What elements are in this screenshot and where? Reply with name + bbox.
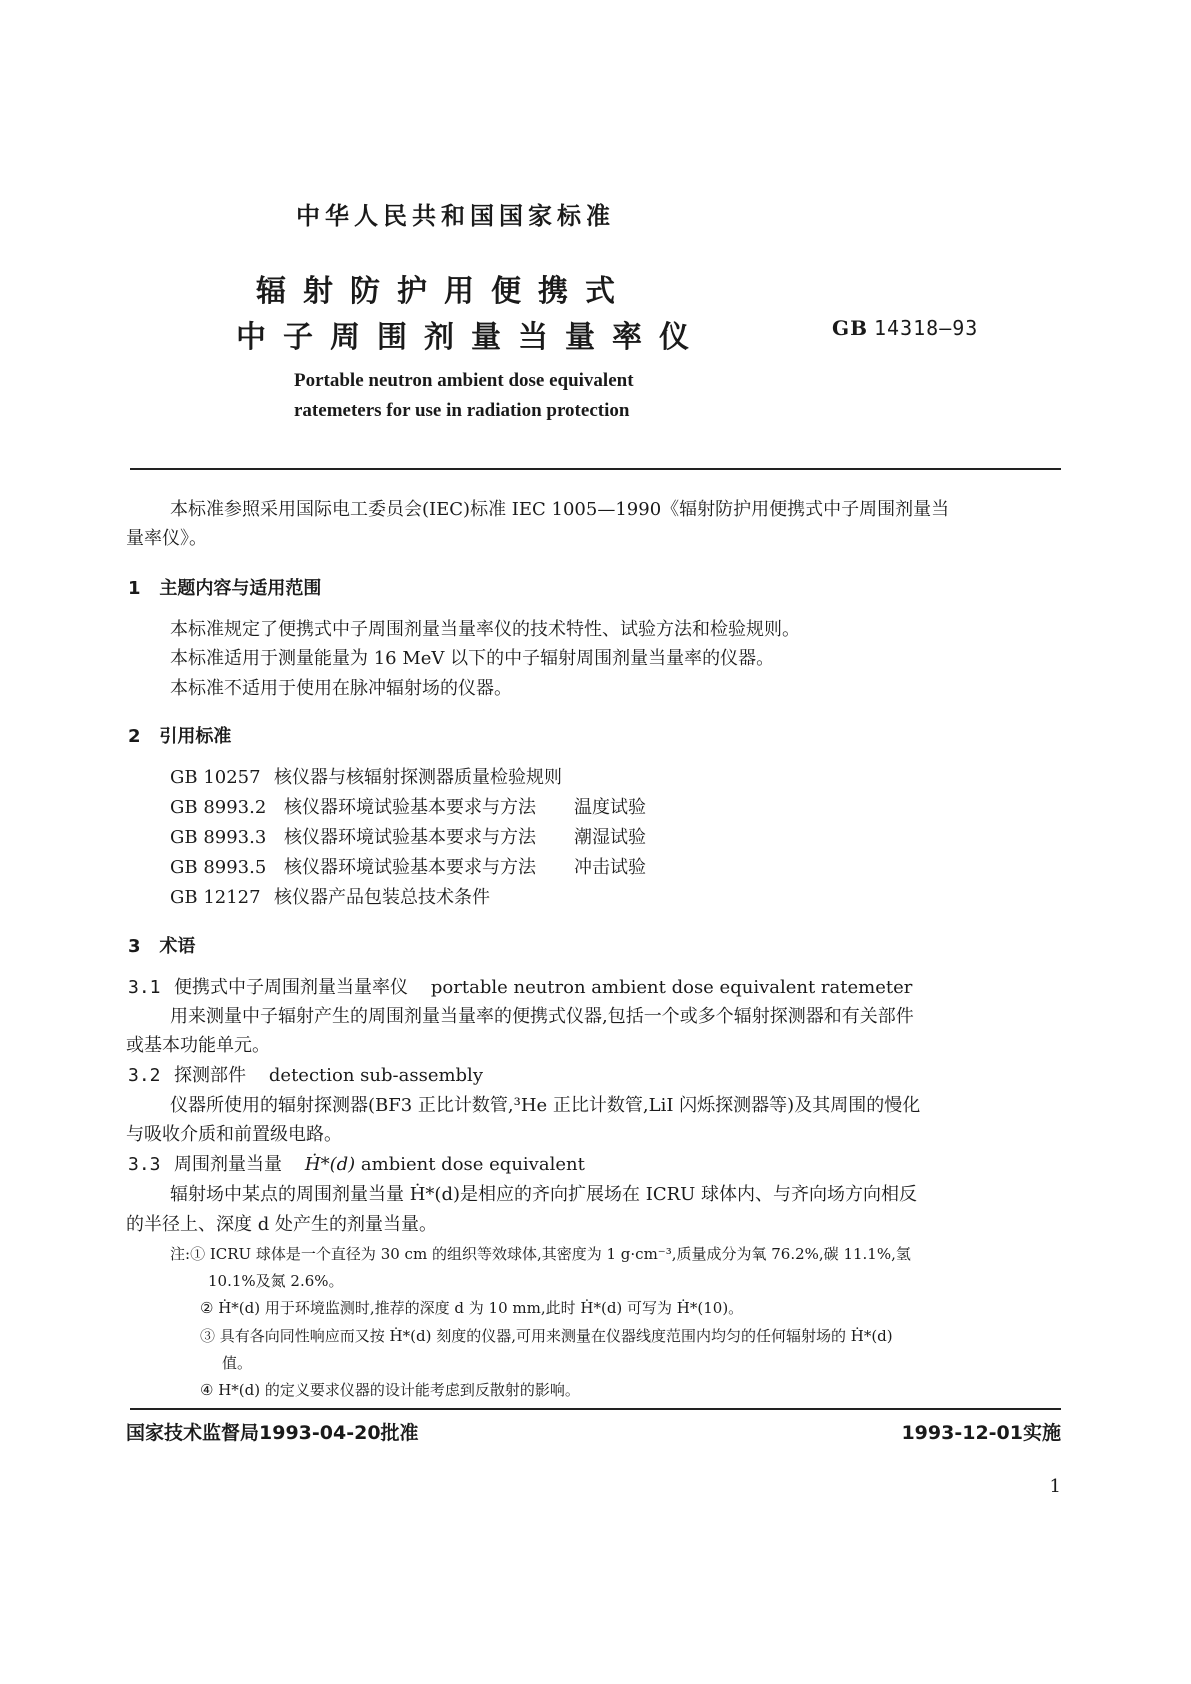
footer-rule bbox=[130, 1408, 1061, 1410]
term-3-2-def-2: 与吸收介质和前置级电路。 bbox=[126, 1124, 342, 1145]
standard-prefix: GB bbox=[832, 316, 868, 340]
term-3-1-cn: 便携式中子周围剂量当量率仪 bbox=[174, 977, 408, 998]
standard-code: 14318—93 bbox=[873, 316, 979, 340]
note-1-text: ① ICRU 球体是一个直径为 30 cm 的组织等效球体,其密度为 1 g·cm⁻³,质量成分为氧 76.2%,碳 11.1%,氢 bbox=[190, 1245, 911, 1263]
section-1-heading bbox=[128, 574, 321, 600]
effective-date: 1993-12-01实施 bbox=[901, 1422, 1061, 1444]
term-3-1-def-1: 用来测量中子辐射产生的周围剂量当量率的便携式仪器,包括一个或多个辐射探测器和有关部件 bbox=[170, 1006, 914, 1027]
term-3-1-def-2: 或基本功能单元。 bbox=[126, 1035, 270, 1056]
ref-suffix: 冲击试验 bbox=[574, 857, 646, 878]
ref-gb-8993-2 bbox=[170, 796, 646, 820]
national-standard-heading: 中华人民共和国国家标准 bbox=[296, 202, 615, 230]
english-title-line-1: Portable neutron ambient dose equivalent bbox=[294, 370, 634, 391]
intro-line-2: 量率仪》。 bbox=[126, 528, 207, 549]
term-3-2-cn: 探测部件 bbox=[174, 1065, 246, 1086]
approval-date: 国家技术监督局1993-04-20批准 bbox=[126, 1422, 419, 1444]
ref-code: GB 8993.5 bbox=[170, 857, 267, 878]
title-line-2: 中子周围剂量当量率仪 bbox=[236, 320, 706, 355]
title-line-1: 辐射防护用便携式 bbox=[256, 274, 632, 309]
ref-title: 核仪器环境试验基本要求与方法 bbox=[284, 797, 536, 818]
section-1-para-3: 本标准不适用于使用在脉冲辐射场的仪器。 bbox=[170, 678, 512, 699]
term-3-2-def-1: 仪器所使用的辐射探测器(BF3 正比计数管,³He 正比计数管,LiI 闪烁探测器等)及其周围的慢化 bbox=[170, 1095, 921, 1116]
english-title-line-2: ratemeters for use in radiation protection bbox=[294, 400, 630, 421]
section-3-title: 术语 bbox=[159, 936, 196, 957]
term-3-3-def-1: 辐射场中某点的周围剂量当量 Ḣ*(d)是相应的齐向扩展场在 ICRU 球体内、与齐向场方向相反 bbox=[170, 1184, 918, 1205]
section-3-heading bbox=[128, 932, 195, 958]
ref-title: 核仪器与核辐射探测器质量检验规则 bbox=[274, 767, 562, 788]
ref-code: GB 12127 bbox=[170, 887, 261, 908]
page-number: 1 bbox=[1049, 1476, 1061, 1497]
section-1-title: 主题内容与适用范围 bbox=[159, 578, 322, 599]
note-1-line-1 bbox=[170, 1244, 911, 1264]
term-3-3-cn: 周围剂量当量 bbox=[174, 1154, 282, 1175]
term-3-1-en: portable neutron ambient dose equivalent ratemeter bbox=[430, 977, 913, 998]
note-label: 注: bbox=[170, 1245, 191, 1263]
note-3-line-2: 值。 bbox=[222, 1354, 253, 1372]
section-2-number: 2 bbox=[128, 726, 141, 747]
term-3-3-symbol: Ḣ*(d) bbox=[304, 1154, 356, 1175]
term-3-2-number: 3.2 bbox=[128, 1065, 161, 1086]
note-3-line-1: ③ 具有各向同性响应而又按 Ḣ*(d) 刻度的仪器,可用来测量在仪器线度范围内均匀的任何辐射场的 Ḣ*(d) bbox=[200, 1327, 893, 1345]
ref-gb-12127 bbox=[170, 886, 490, 910]
section-1-para-2: 本标准适用于测量能量为 16 MeV 以下的中子辐射周围剂量当量率的仪器。 bbox=[170, 648, 775, 669]
term-3-2 bbox=[128, 1064, 483, 1088]
ref-suffix: 温度试验 bbox=[574, 797, 646, 818]
section-2-title: 引用标准 bbox=[159, 726, 232, 747]
section-2-heading bbox=[128, 722, 231, 748]
section-1-para-1: 本标准规定了便携式中子周围剂量当量率仪的技术特性、试验方法和检验规则。 bbox=[170, 619, 800, 640]
ref-code: GB 10257 bbox=[170, 767, 261, 788]
term-3-3-def-2: 的半径上、深度 d 处产生的剂量当量。 bbox=[126, 1214, 437, 1235]
note-1-line-2: 10.1%及氮 2.6%。 bbox=[208, 1272, 344, 1290]
standard-number bbox=[832, 316, 978, 340]
header-rule bbox=[130, 468, 1061, 470]
ref-gb-8993-5 bbox=[170, 856, 646, 880]
term-3-2-en: detection sub-assembly bbox=[268, 1065, 483, 1086]
term-3-3-en: ambient dose equivalent bbox=[360, 1154, 585, 1175]
term-3-3-number: 3.3 bbox=[128, 1154, 161, 1175]
ref-gb-8993-3 bbox=[170, 826, 646, 850]
ref-code: GB 8993.2 bbox=[170, 797, 267, 818]
ref-suffix: 潮湿试验 bbox=[574, 827, 646, 848]
intro-line-1: 本标准参照采用国际电工委员会(IEC)标准 IEC 1005—1990《辐射防护用便携式中子周围剂量当 bbox=[170, 499, 950, 520]
ref-code: GB 8993.3 bbox=[170, 827, 267, 848]
note-2: ② Ḣ*(d) 用于环境监测时,推荐的深度 d 为 10 mm,此时 Ḣ*(d) 可写为 Ḣ*(10)。 bbox=[200, 1299, 744, 1317]
section-3-number: 3 bbox=[128, 936, 141, 957]
ref-title: 核仪器产品包装总技术条件 bbox=[274, 887, 490, 908]
term-3-3 bbox=[128, 1153, 585, 1177]
note-4: ④ H*(d) 的定义要求仪器的设计能考虑到反散射的影响。 bbox=[200, 1381, 580, 1399]
section-1-number: 1 bbox=[128, 578, 141, 599]
ref-title: 核仪器环境试验基本要求与方法 bbox=[284, 827, 536, 848]
term-3-1 bbox=[128, 976, 912, 1000]
term-3-1-number: 3.1 bbox=[128, 977, 161, 998]
ref-title: 核仪器环境试验基本要求与方法 bbox=[284, 857, 536, 878]
ref-gb-10257 bbox=[170, 766, 562, 790]
